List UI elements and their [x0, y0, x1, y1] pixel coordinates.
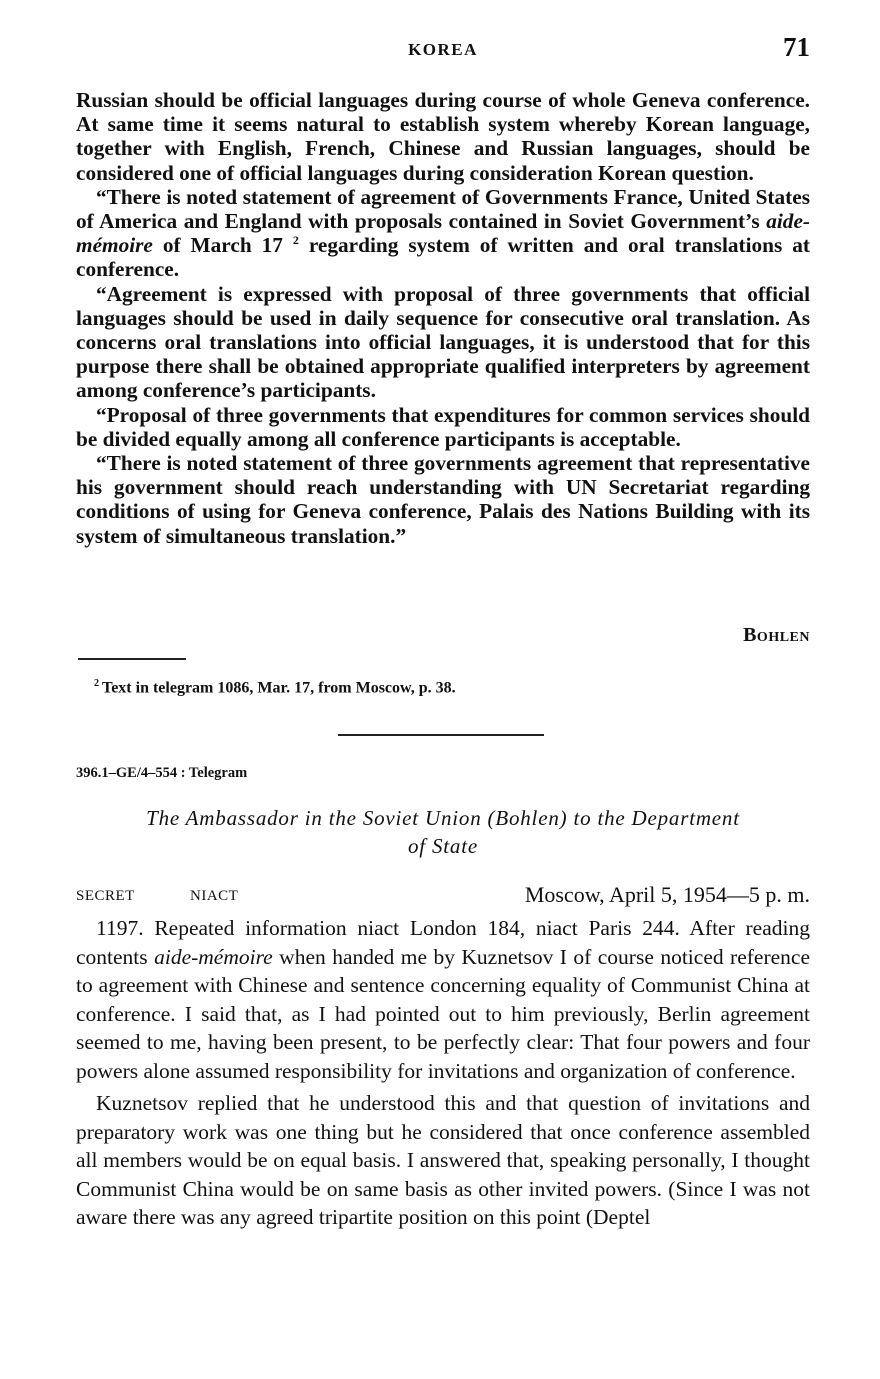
- telegram-paragraph-2: Kuznetsov replied that he understood this and that question of invitations and preparatory work was one thing but he considered that once conference assembled all members would be on equal basis. I answered that, speaking personally, I thought Communist China would be on same basis as other invited powers. (Since I was not aware there was any agreed tripartite position on this point (Deptel: [76, 1091, 810, 1229]
- telegram-paragraph-1-italic: aide-mémoire: [154, 944, 273, 969]
- dateline: Moscow, April 5, 1954—5 p. m.: [524, 882, 810, 907]
- document-title-line-2: of State: [408, 834, 478, 858]
- letter-paragraph-3: “Agreement is expressed with proposal of three governments that official languages should be used in daily sequence for consecutive oral translation. As concerns oral translations into official languages, it is understood that for this purpose there shall be obtained appropriate qualified interpreters by agreement among conference’s participants.: [76, 281, 810, 403]
- letter-paragraph-4: “Proposal of three governments that expenditures for common services should be divided equally among all conference participants is acceptable.: [76, 402, 810, 451]
- signature: Bohlen: [743, 624, 810, 646]
- letter-paragraph-1: Russian should be official languages during course of whole Geneva conference. At same time it seems natural to establish system whereby Korean language, together with English, French, Chinese and Russian languages, should be considered one of official languages during consideration Korean question.: [76, 88, 810, 185]
- classification-label: SECRET: [76, 888, 135, 904]
- section-divider: [338, 734, 544, 736]
- running-head: [76, 32, 810, 68]
- footnote-reference[interactable]: 2: [292, 233, 299, 248]
- priority-label: NIACT: [190, 888, 239, 904]
- document-title-line-1: The Ambassador in the Soviet Union (Bohlen) to the Department: [146, 806, 740, 830]
- footnote-marker: 2: [94, 678, 99, 689]
- telegram-header: [76, 882, 810, 912]
- letter-paragraph-2-italic: aide-mémoire: [76, 209, 810, 258]
- letter-body: [76, 88, 810, 548]
- letter-paragraph-2-text-a: “There is noted statement of agreement of Governments France, United States of America and England with proposals contained in Soviet Government’s: [76, 184, 810, 234]
- running-title: KOREA: [408, 40, 478, 59]
- footnote-divider: [78, 658, 186, 660]
- letter-paragraph-2: [76, 185, 810, 282]
- letter-paragraph-2-text-b: of March 17: [152, 233, 293, 258]
- document-title: [76, 804, 810, 860]
- telegram-paragraph-1-text-b: when handed me by Kuznetsov I of course noticed reference to agreement with Chinese and sentence concerning equality of Communist China at conference. I said that, as I had pointed out to him previously, Berlin agreement seemed to me, having been present, to be perfectly clear: That four powers and four powers alone assumed responsibility for invitations and organization of conference.: [76, 944, 811, 1083]
- telegram-body: [76, 914, 810, 1232]
- footnote: [94, 678, 456, 697]
- page-number: 71: [783, 32, 810, 62]
- footnote-text: Text in telegram 1086, Mar. 17, from Moscow, p. 38.: [102, 679, 456, 697]
- letter-paragraph-2-text-c: regarding system of written and oral translations at conference.: [76, 233, 810, 282]
- telegram-paragraph-1-text-a: 1197. Repeated information niact London 184, niact Paris 244. After reading contents: [76, 916, 810, 969]
- letter-paragraph-5: “There is noted statement of three governments agreement that representative his government should reach understanding with UN Secretariat regarding conditions of using for Geneva conference, Palais des Nations Building with its system of simultaneous translation.”: [76, 451, 810, 548]
- file-number: 396.1–GE/4–554 : Telegram: [76, 765, 248, 781]
- telegram-paragraph-1: [76, 914, 810, 1085]
